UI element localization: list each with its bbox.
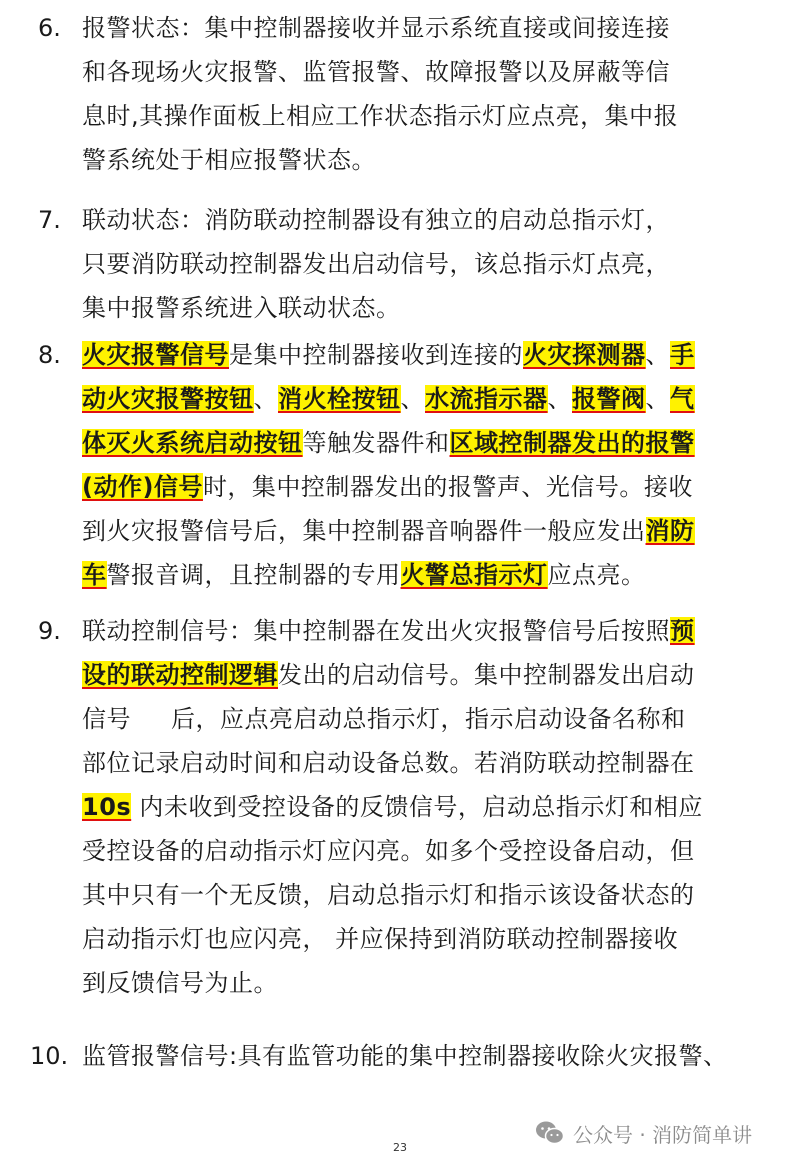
highlighted-term: 预 [670,617,695,645]
text-line [82,6,670,50]
highlighted-term: 10s [82,793,132,821]
highlighted-term: 区域控制器发出的报警 [449,429,695,457]
highlighted-term: 车 [82,561,107,589]
wechat-icon [535,1120,565,1146]
text-segment: 和各现场火灾报警、监管报警、故障报警以及屏蔽等信 [82,58,670,86]
text-line [82,465,693,509]
text-line [82,609,695,653]
text-line [82,50,670,94]
highlighted-term: 消防 [645,517,695,545]
text-line [82,509,695,553]
highlighted-term: 气 [670,385,695,413]
highlighted-term: 手 [670,341,695,369]
item-number: 10. [30,1042,69,1070]
text-line [82,961,278,1005]
text-segment: 、 [400,385,425,413]
text-segment: 信号 [82,705,131,733]
text-segment: 到反馈信号为止。 [82,969,278,997]
text-segment: 集中报警系统进入联动状态。 [82,294,401,322]
highlighted-term: 体灭火系统启动按钮 [82,429,303,457]
text-segment: 部位记录启动时间和启动设备总数。若消防联动控制器在 [82,749,695,777]
text-segment: 只要消防联动控制器发出启动信号，该总指示灯点亮， [82,250,670,278]
highlighted-term: 火灾报警信号 [82,341,229,369]
text-line [82,286,401,330]
text-line [82,785,703,829]
watermark-text: 公众号 · 消防简单讲 [573,1122,753,1147]
text-segment: 后，应点亮启动总指示灯，指示启动设备名称和 [171,705,686,733]
text-line [82,138,376,182]
text-segment: 警报音调，且控制器的专用 [106,561,401,589]
text-line [82,917,678,961]
text-line [82,94,678,138]
text-segment: 、 [645,341,670,369]
highlighted-term: 动火灾报警按钮 [82,385,254,413]
text-line [82,1034,728,1078]
item-number: 9. [38,617,61,645]
text-segment: 时，集中控制器发出的报警声、光信号。接收 [202,473,693,501]
highlighted-term: 设的联动控制逻辑 [82,661,278,689]
item-number: 8. [38,341,61,369]
text-segment: 联动状态：消防联动控制器设有独立的启动总指示灯， [82,206,670,234]
text-line [82,653,695,697]
text-segment: 警系统处于相应报警状态。 [82,146,376,174]
text-segment: 发出的启动信号。集中控制器发出启动 [278,661,695,689]
text-segment: 其中只有一个无反馈，启动总指示灯和指示该设备状态的 [82,881,695,909]
watermark [535,1118,752,1148]
item-number: 6. [38,14,61,42]
text-segment: 受控设备的启动指示灯应闪亮。如多个受控设备启动，但 [82,837,695,865]
text-segment: 、 [645,385,670,413]
highlighted-term: 报警阀 [572,385,646,413]
text-line [82,741,695,785]
text-segment: 启动指示灯也应闪亮， 并应保持到消防联动控制器接收 [82,925,679,953]
highlighted-term: 火灾探测器 [523,341,646,369]
text-line [82,333,695,377]
text-segment: 应点亮。 [547,561,646,589]
text-line [82,697,686,741]
text-line [82,829,695,873]
highlighted-term: (动作)信号 [82,473,203,501]
item-number: 7. [38,206,61,234]
text-line [82,553,646,597]
highlighted-term: 消火栓按钮 [278,385,401,413]
text-line [82,242,670,286]
text-segment: 、 [547,385,572,413]
text-segment: 内未收到受控设备的反馈信号，启动总指示灯和相应 [131,793,703,821]
text-line [82,421,695,465]
text-segment: 到火灾报警信号后，集中控制器音响器件一般应发出 [82,517,646,545]
highlighted-term: 水流指示器 [425,385,548,413]
text-segment: 联动控制信号：集中控制器在发出火灾报警信号后按照 [82,617,670,645]
text-segment: 等触发器件和 [302,429,450,457]
highlighted-term: 火警总指示灯 [400,561,548,589]
text-segment: 监管报警信号:具有监管功能的集中控制器接收除火灾报警、 [82,1042,728,1070]
page-number: 23 [393,1141,407,1154]
text-segment: 、 [253,385,278,413]
text-segment: 息时,其操作面板上相应工作状态指示灯应点亮，集中报 [82,102,679,130]
text-segment: 报警状态：集中控制器接收并显示系统直接或间接连接 [82,14,670,42]
text-line [82,377,695,421]
text-line [82,873,695,917]
text-segment: 是集中控制器接收到连接的 [229,341,523,369]
text-line [82,198,670,242]
